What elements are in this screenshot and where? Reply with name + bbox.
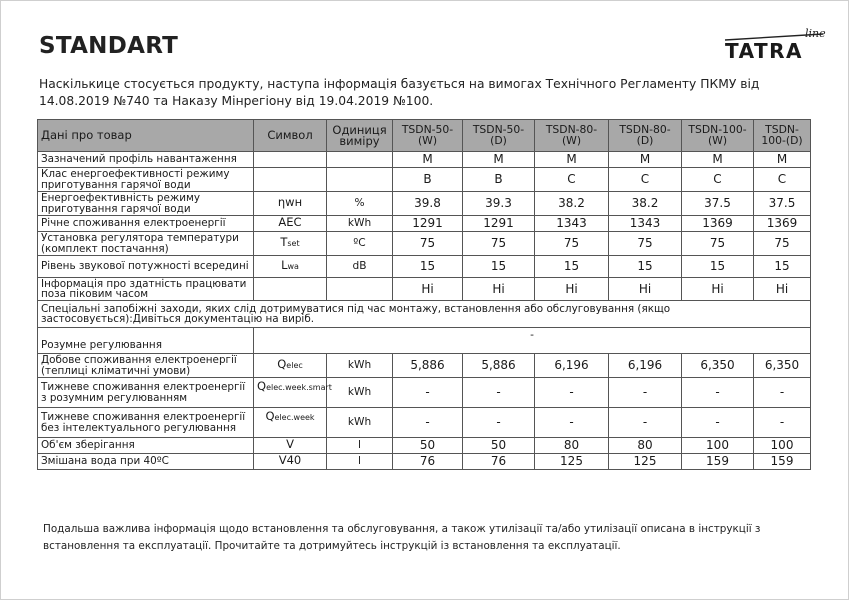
row-value: 1343 <box>535 216 609 232</box>
row-value: 1369 <box>682 216 754 232</box>
header-model: TSDN-80-(D) <box>609 120 682 152</box>
row-unit: kWh <box>327 378 393 408</box>
row-symbol: Lwa <box>254 256 327 278</box>
row-value: - <box>463 408 535 438</box>
header-product-data: Дані про товар <box>38 120 254 152</box>
row-unit: kWh <box>327 354 393 378</box>
row-symbol: Qelec.week <box>254 408 327 438</box>
row-value: - <box>682 378 754 408</box>
row-value: 15 <box>754 256 811 278</box>
footer-note: Подальша важлива інформація щодо встановлення та обслуговування, а також утилізації та/або утилізації описана в інструкції з встановлення та експлуатації. Прочитайте та дотримуйтесь інструкцій із встановлення та експлуатації. <box>43 523 761 552</box>
row-symbol: V40 <box>254 454 327 470</box>
row-value: 15 <box>535 256 609 278</box>
row-value: 159 <box>754 454 811 470</box>
row-value: - <box>393 378 463 408</box>
row-value: 5,886 <box>393 354 463 378</box>
table-row <box>38 354 811 378</box>
row-value: 76 <box>393 454 463 470</box>
row-unit: l <box>327 454 393 470</box>
row-value: 100 <box>682 438 754 454</box>
row-label: Інформація про здатність працювати поза піковим часом <box>38 278 254 301</box>
row-symbol: Qelec.week.smart <box>254 378 327 408</box>
table-row <box>38 232 811 256</box>
row-value: 80 <box>535 438 609 454</box>
row-value: C <box>682 168 754 192</box>
row-unit <box>327 168 393 192</box>
row-symbol: Tset <box>254 232 327 256</box>
row-value: 125 <box>535 454 609 470</box>
table-row <box>38 216 811 232</box>
header-model: TSDN-50-(W) <box>393 120 463 152</box>
row-symbol: AEC <box>254 216 327 232</box>
row-value: 159 <box>682 454 754 470</box>
row-value: - <box>463 378 535 408</box>
table-row <box>38 278 811 301</box>
row-value: Hi <box>393 278 463 301</box>
row-value: 1291 <box>463 216 535 232</box>
table-row <box>38 378 811 408</box>
header-model: TSDN-80-(W) <box>535 120 609 152</box>
row-value: 6,350 <box>682 354 754 378</box>
table-row <box>38 256 811 278</box>
product-data-table <box>37 119 811 470</box>
row-value: B <box>463 168 535 192</box>
row-value: 100 <box>754 438 811 454</box>
row-value: 75 <box>754 232 811 256</box>
header-unit: Одиниця виміру <box>327 120 393 152</box>
row-value: 15 <box>393 256 463 278</box>
row-value: - <box>609 378 682 408</box>
row-label: Тижневе споживання електроенергії без інтелектуального регулювання <box>38 408 254 438</box>
row-symbol <box>254 168 327 192</box>
row-value: Hi <box>754 278 811 301</box>
row-value: 75 <box>393 232 463 256</box>
row-label: Розумне регулювання <box>38 328 254 354</box>
row-unit: l <box>327 438 393 454</box>
row-value: 15 <box>682 256 754 278</box>
row-value: C <box>754 168 811 192</box>
intro-paragraph: Наскількице стосується продукту, наступа інформація базується на вимогах Технічного Регламенту ПКМУ від 14.08.2019 №740 та Наказу Мінрегіону від 19.04.2019 №100. <box>39 77 760 108</box>
row-value: 125 <box>609 454 682 470</box>
row-unit: dB <box>327 256 393 278</box>
row-value: M <box>463 152 535 168</box>
row-value: - <box>535 408 609 438</box>
row-unit <box>327 278 393 301</box>
row-label: Змішана вода при 40ºC <box>38 454 254 470</box>
special-precautions-note: Спеціальні запобіжні заходи, яких слід дотримуватися під час монтажу, встановлення або обслуговування (якщо застосовується):Дивіться документацію на виріб. <box>38 301 811 328</box>
row-value: - <box>393 408 463 438</box>
logo-brand: TATRA <box>725 39 804 63</box>
row-value: 6,196 <box>535 354 609 378</box>
row-value: 75 <box>609 232 682 256</box>
row-value: 75 <box>682 232 754 256</box>
row-value: 6,196 <box>609 354 682 378</box>
table-row <box>38 192 811 216</box>
row-value: - <box>609 408 682 438</box>
row-value: 80 <box>609 438 682 454</box>
tatra-logo <box>723 23 831 63</box>
row-value: 1343 <box>609 216 682 232</box>
page-title: STANDART <box>39 33 179 59</box>
row-value: 6,350 <box>754 354 811 378</box>
row-label: Тижневе споживання електроенергії з розумним регулюванням <box>38 378 254 408</box>
row-value: Hi <box>682 278 754 301</box>
row-value: 38.2 <box>535 192 609 216</box>
smart-control-row <box>38 328 811 354</box>
row-value: - <box>535 378 609 408</box>
table-row <box>38 152 811 168</box>
row-label: Добове споживання електроенергії (теплиці кліматичні умови) <box>38 354 254 378</box>
row-value: C <box>535 168 609 192</box>
row-value: M <box>682 152 754 168</box>
row-value: M <box>393 152 463 168</box>
row-value: 75 <box>535 232 609 256</box>
table-header-row <box>38 120 811 152</box>
header-symbol: Символ <box>254 120 327 152</box>
row-label: Клас енергоефективності режиму приготування гарячої води <box>38 168 254 192</box>
row-symbol: V <box>254 438 327 454</box>
row-value: 50 <box>393 438 463 454</box>
row-value: - <box>754 378 811 408</box>
row-value: 39.8 <box>393 192 463 216</box>
row-unit: % <box>327 192 393 216</box>
row-value: 37.5 <box>754 192 811 216</box>
row-label: Енергоефективність режиму приготування гарячої води <box>38 192 254 216</box>
row-value: 15 <box>609 256 682 278</box>
row-label: Установка регулятора температури (комплект постачання) <box>38 232 254 256</box>
row-value: 37.5 <box>682 192 754 216</box>
row-label: Рівень звукової потужності всередині <box>38 256 254 278</box>
row-value: M <box>609 152 682 168</box>
row-label: Зазначений профіль навантаження <box>38 152 254 168</box>
row-value: - <box>754 408 811 438</box>
row-symbol <box>254 152 327 168</box>
header-model: TSDN-100-(W) <box>682 120 754 152</box>
row-symbol: Qelec <box>254 354 327 378</box>
row-unit: kWh <box>327 216 393 232</box>
header-model: TSDN-50-(D) <box>463 120 535 152</box>
row-value: 50 <box>463 438 535 454</box>
row-unit: ºC <box>327 232 393 256</box>
table-row <box>38 408 811 438</box>
row-value: 1291 <box>393 216 463 232</box>
row-value: 38.2 <box>609 192 682 216</box>
special-precautions-row <box>38 301 811 328</box>
row-value: C <box>609 168 682 192</box>
row-value: M <box>535 152 609 168</box>
row-unit: kWh <box>327 408 393 438</box>
row-value: 39.3 <box>463 192 535 216</box>
row-value: 75 <box>463 232 535 256</box>
row-value: - <box>682 408 754 438</box>
row-value: 1369 <box>754 216 811 232</box>
row-value: 5,886 <box>463 354 535 378</box>
row-value: M <box>754 152 811 168</box>
row-value: 15 <box>463 256 535 278</box>
row-value: Hi <box>535 278 609 301</box>
row-label: Річне споживання електроенергії <box>38 216 254 232</box>
row-value: - <box>254 328 811 354</box>
table-row <box>38 168 811 192</box>
row-label: Об'єм зберігання <box>38 438 254 454</box>
row-symbol <box>254 278 327 301</box>
row-value: Hi <box>463 278 535 301</box>
row-value: Hi <box>609 278 682 301</box>
table-row <box>38 454 811 470</box>
header-model: TSDN-100-(D) <box>754 120 811 152</box>
row-value: B <box>393 168 463 192</box>
row-value: 76 <box>463 454 535 470</box>
row-symbol: ηwн <box>254 192 327 216</box>
row-unit <box>327 152 393 168</box>
logo-script: line <box>805 27 826 40</box>
table-row <box>38 438 811 454</box>
